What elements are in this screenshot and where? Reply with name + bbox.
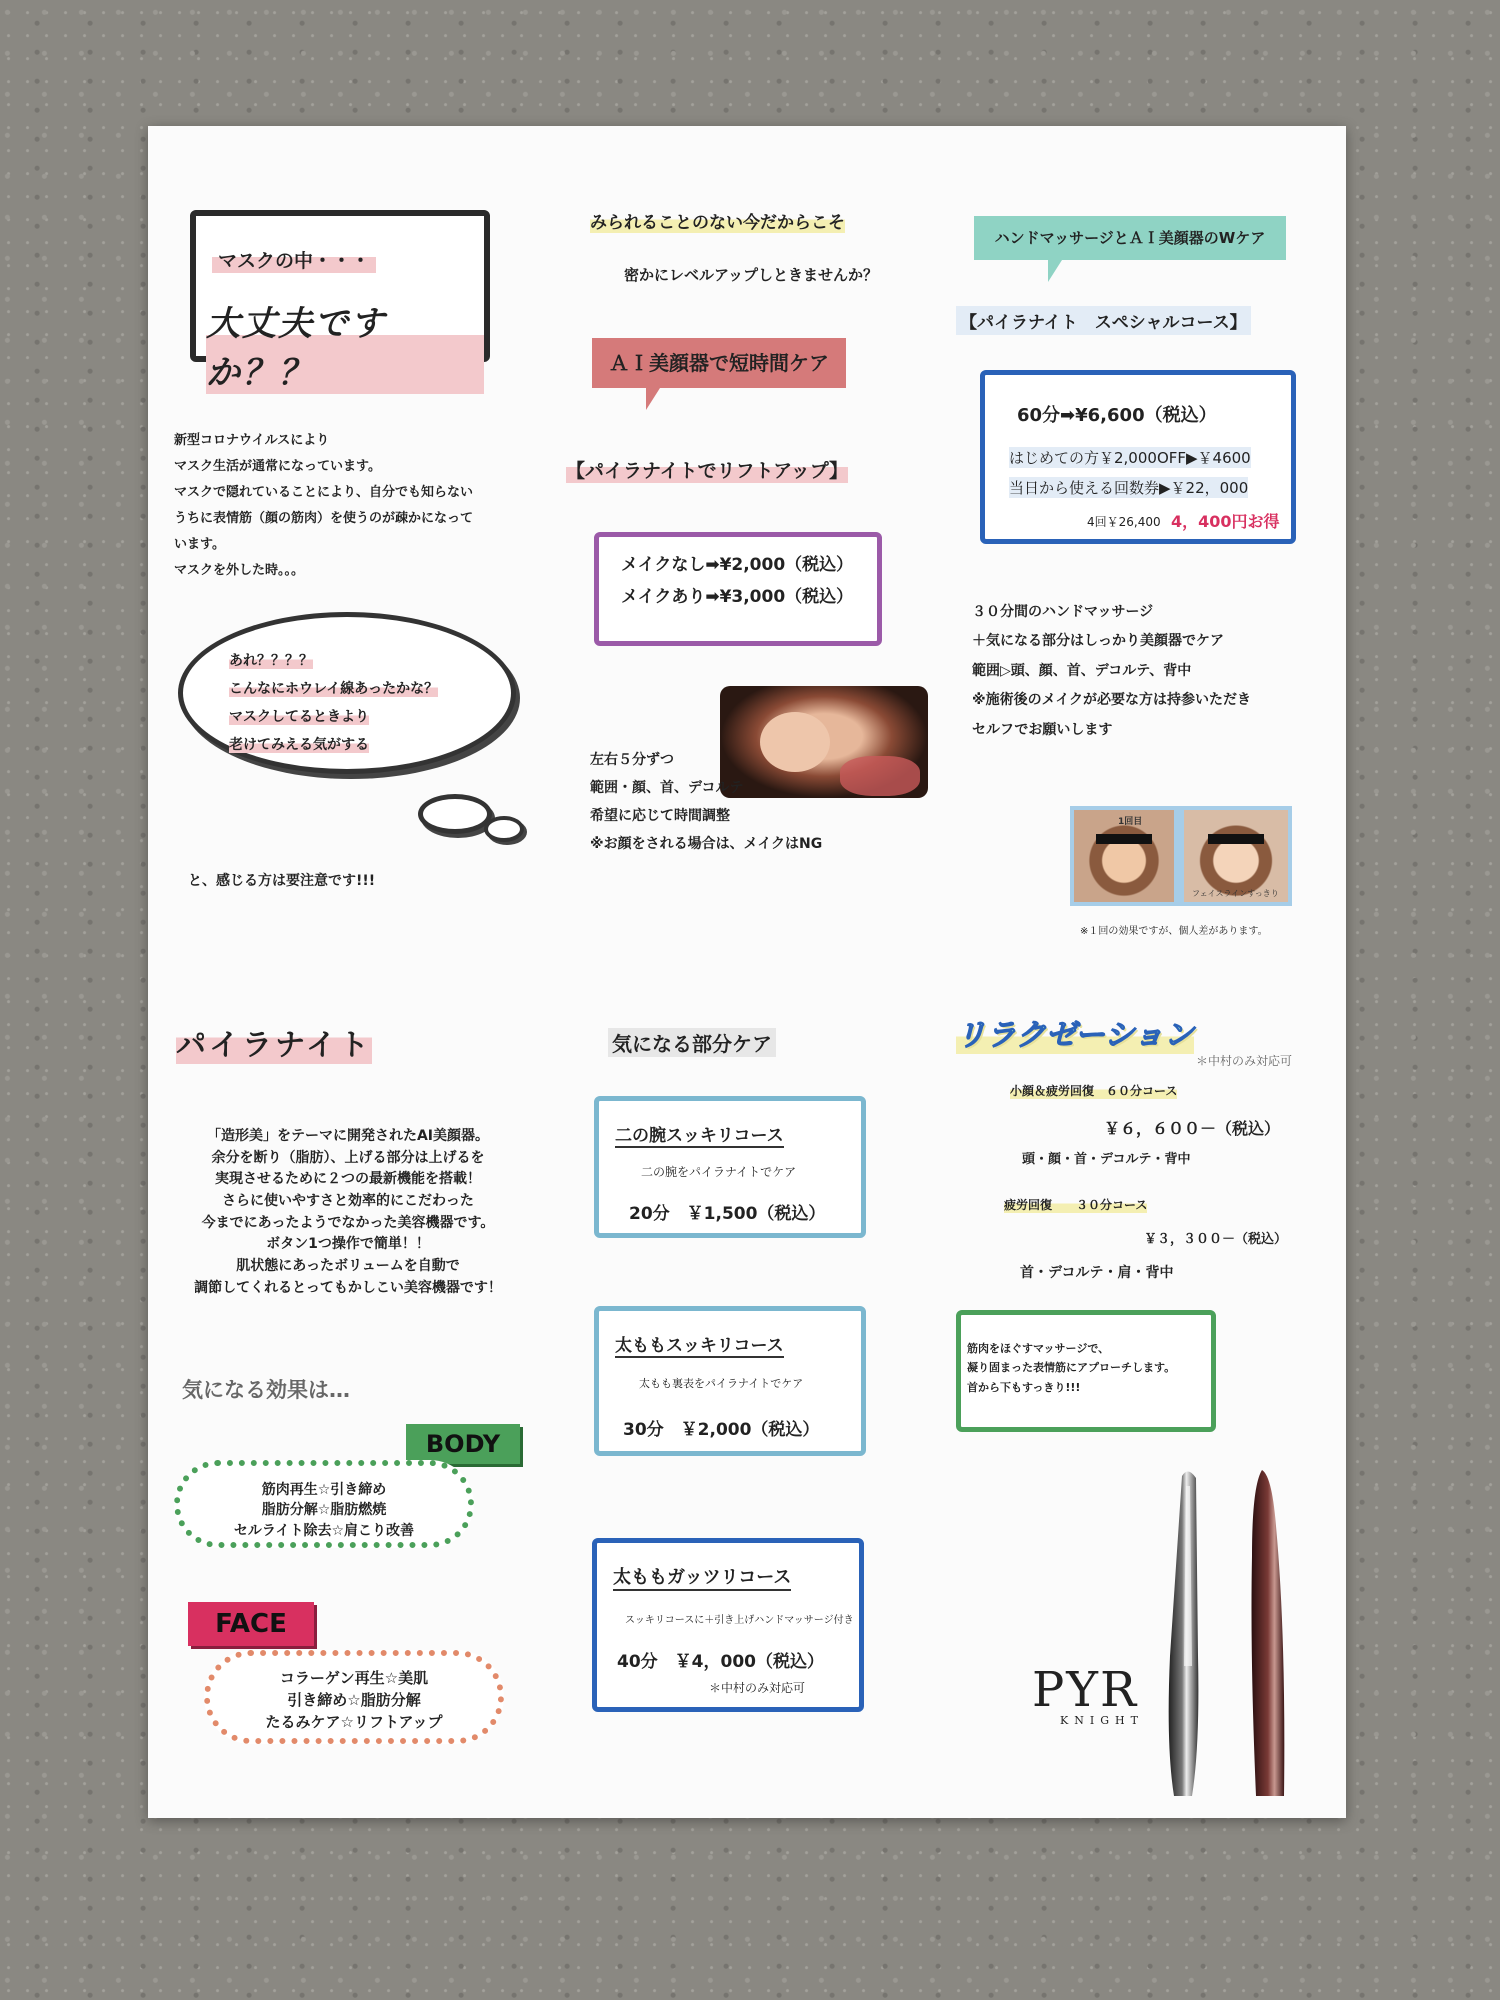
w-care-bubble-tail [1048,260,1062,282]
detail-line: 範囲▷頭、顔、首、デコルテ、背中 [972,662,1192,679]
mask-headline-box [190,210,490,393]
body-label: BODY [406,1424,520,1464]
course-thigh-full-desc: スッキリコースに＋引き上げハンドマッサージ付き [625,1615,854,1626]
relax-course2-area: 首・デコルテ・肩・背中 [1020,1265,1174,1281]
course-arm-desc: 二の腕をパイラナイトでケア [641,1165,797,1179]
course-thigh-light [594,1306,866,1456]
relax-title: リラクゼーション [956,1010,1194,1054]
mask-body-text [174,428,534,584]
ticket-note: 4回￥26,400 [1087,515,1161,529]
ai-care-bubble: ＡＩ美顔器で短時間ケア [592,338,846,388]
pyra-description [168,1126,528,1300]
thought-line: 老けてみえる気がする [229,737,369,753]
face-label: FACE [188,1602,314,1646]
price-no-makeup: メイクなし➡¥2,000（税込） [621,555,854,575]
relax-info-line: 首から下もすっきり!!! [967,1380,1081,1394]
price-with-makeup: メイクあり➡¥3,000（税込） [621,587,854,607]
desc-line: 余分を断り（脂肪）、上げる部分は上げるを [211,1149,485,1166]
note-line: 範囲・顔、首、デコルテ [590,780,744,796]
thought-dot-small [484,816,524,842]
desc-line: 今までにあったようでなかった美容機器です。 [201,1214,495,1231]
parts-care-title: 気になる部分ケア [608,1028,776,1057]
relax-note: ＊中村のみ対応可 [1196,1054,1293,1068]
course-thigh-light-name: 太ももスッキリコース [615,1331,784,1358]
relax-info-box [956,1310,1216,1432]
effects-title: 気になる効果は… [182,1378,350,1402]
w-care-bubble: ハンドマッサージとＡＩ美顔器のWケア [974,216,1286,260]
desc-line: さらに使いやすさと効率的にこだわった [222,1193,474,1210]
first-time-price: はじめての方￥2,000OFF▶￥4600 [1009,449,1251,467]
face-effect-line: たるみケア☆リフトアップ [265,1712,443,1731]
mask-body-line: マスクを外した時。。。 [174,563,305,578]
ticket-save: 4，400円お得 [1171,512,1280,531]
mask-body-line: マスク生活が通常になっています。 [174,459,381,474]
device-silver [1169,1471,1199,1796]
eye-bar [1096,834,1152,844]
course-thigh-full-name: 太ももガッツリコース [613,1563,791,1591]
thought-bubble [178,612,516,774]
course-arm-price: 20分 ￥1,500（税込） [629,1204,826,1224]
body-effects-oval [174,1460,474,1548]
special-course-heading: 【パイラナイト スペシャルコース】 [956,306,1251,335]
lift-up-price-box [594,532,882,646]
course-thigh-light-price: 30分 ￥2,000（税込） [623,1420,820,1440]
desc-line: 調節してくれるとってもかしこい美容機器です！ [194,1279,502,1296]
desc-line: 「造形美」をテーマに開発されたAI美顔器。 [206,1128,490,1144]
thought-line: こんなにホウレイ線あったかな？ [229,681,439,697]
thought-line: あれ？？？？ [229,653,313,669]
special-price-main: 60分➡¥6,600（税込） [1017,405,1217,426]
center-lead-2: 密かにレベルアップしときませんか？ [624,266,878,284]
photo-caption: ※１回の効果ですが、個人差があります。 [1080,926,1268,937]
note-line: 希望に応じて時間調整 [590,808,730,824]
face-effect-line: 引き締め☆脂肪分解 [287,1690,421,1709]
mask-body-line: 新型コロナウイルスにより [174,433,330,448]
relax-info-line: 凝り固まった表情筋にアプローチします。 [967,1361,1176,1375]
before-label: 1回目 [1118,817,1143,827]
ticket-price: 当日から使える回数券▶￥22，000 [1009,479,1249,497]
detail-line: ３０分間のハンドマッサージ [972,604,1154,620]
relax-course1-area: 頭・顔・首・デコルテ・背中 [1022,1152,1191,1167]
relax-course1-name: 小顔＆疲労回復 ６０分コース [1010,1084,1178,1098]
lift-up-notes [590,746,822,858]
device-illustration [1152,1456,1312,1806]
ai-care-bubble-tail [646,388,660,410]
desc-line: 肌状態にあったボリュームを自動で [236,1258,460,1275]
desc-line: 実現させるために２つの最新機能を搭載！ [215,1171,481,1188]
after-photo [1184,810,1288,902]
relax-course1-price: ￥６，６００－（税込） [1104,1119,1281,1138]
after-label: フェイスラインすっきり [1192,889,1279,898]
relax-info-line: 筋肉をほぐすマッサージで、 [967,1342,1110,1355]
pyr-logo [1032,1662,1144,1727]
thought-line: マスクしてるときより [229,709,369,725]
mask-tag: マスクの中・・・ [212,246,376,273]
relax-course2-price: ￥３，３００－（税込） [1144,1232,1288,1247]
before-after-photos [1070,806,1292,906]
device-wine [1252,1470,1285,1796]
special-course-details [972,598,1251,745]
desc-line: ボタン1つ操作で簡単！！ [266,1236,430,1253]
mask-body-line: います。 [174,537,225,552]
logo-main: PYR [1032,1662,1139,1718]
body-effect-line: 脂肪分解☆脂肪燃焼 [261,1502,387,1519]
course-arm-name: 二の腕スッキリコース [615,1121,784,1148]
course-thigh-full [592,1538,864,1712]
body-effect-line: 筋肉再生☆引き締め [261,1482,387,1498]
lift-up-heading: 【パイラナイトでリフトアップ】 [566,456,848,483]
thought-text [229,647,438,759]
thought-dot-large [418,794,492,834]
body-effect-line: セルライト除去☆肩こり改善 [233,1522,415,1539]
mask-body-line: うちに表情筋（顔の筋肉）を使うのが疎かになって [174,511,474,526]
special-course-price-box [980,370,1296,544]
pyra-title: パイラナイト [176,1020,372,1064]
course-thigh-full-note: ＊中村のみ対応可 [709,1681,806,1695]
note-line: 左右５分ずつ [590,752,674,768]
detail-line: ＋気になる部分はしっかり美顔器でケア [972,633,1224,650]
mask-warning: と、感じる方は要注意です!!! [188,873,376,889]
eye-bar [1208,834,1264,844]
mask-body-line: マスクで隠れていることにより、自分でも知らない [174,485,474,500]
detail-line: セルフでお願いします [972,721,1113,738]
face-effect-line: コラーゲン再生☆美肌 [279,1669,429,1687]
center-lead-1: みられることのない今だからこそ [590,208,845,233]
course-thigh-full-price: 40分 ￥4，000（税込） [617,1652,824,1672]
course-thigh-light-desc: 太もも裏表をパイラナイトでケア [639,1377,804,1390]
face-effects-oval [204,1650,504,1744]
note-line: ※お顔をされる場合は、メイクはNG [590,836,823,852]
course-arm [594,1096,866,1238]
flyer-paper [148,126,1346,1818]
logo-sub: KNIGHT [1060,1714,1144,1727]
before-photo [1074,810,1174,902]
mask-headline: 大丈夫ですか？？ [206,296,484,394]
detail-line: ※施術後のメイクが必要な方は持参いただき [972,692,1252,709]
petals-shape [840,756,920,796]
relax-course2-name: 疲労回復 ３０分コース [1004,1198,1148,1212]
